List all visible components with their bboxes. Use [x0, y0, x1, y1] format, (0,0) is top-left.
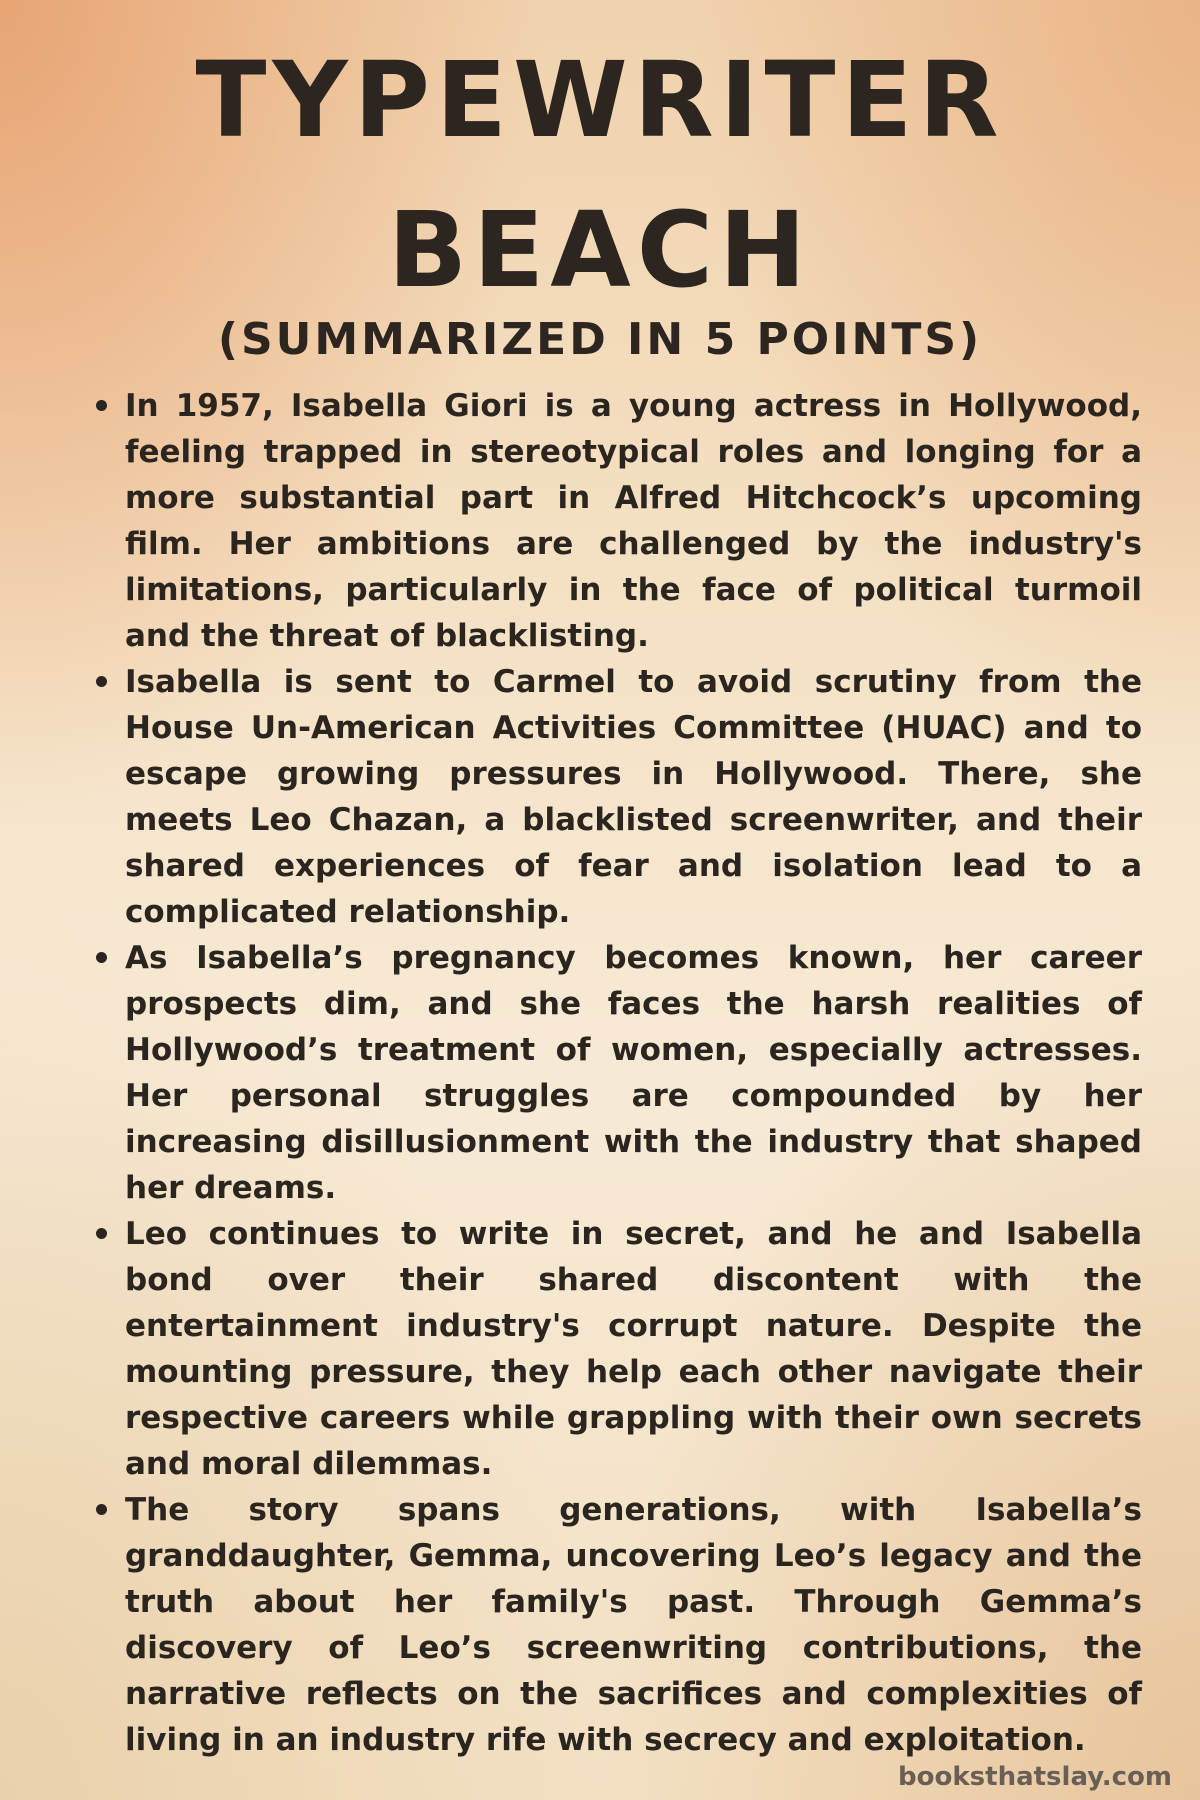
summary-point-text: In 1957, Isabella Giori is a young actress in Hollywood, feeling trapped in stereotypical roles and longing for a more substantial part in Alfred Hitchcock’s upcoming film. Her ambitions are challenged by the industry's limitations, particularly in the face of political turmoil and the threat of blacklisting. [125, 388, 1142, 654]
website-watermark: booksthatslay.com [898, 1762, 1172, 1792]
bullet-icon [96, 1504, 107, 1515]
summary-point-1 [90, 383, 1142, 659]
bullet-icon [96, 952, 107, 963]
summary-point-2 [90, 659, 1142, 935]
summary-point-text: Leo continues to write in secret, and he and Isabella bond over their shared discontent with the entertainment industry's corrupt nature. Despite the mounting pressure, they help each other navigate their respective careers while grappling with their own secrets and moral dilemmas. [125, 1216, 1142, 1482]
bullet-icon [96, 400, 107, 411]
subtitle: (SUMMARIZED IN 5 POINTS) [217, 314, 983, 365]
title-line-1: TYPEWRITER [195, 39, 1005, 161]
summary-point-text: As Isabella’s pregnancy becomes known, her career prospects dim, and she faces the harsh realities of Hollywood’s treatment of women, especially actresses. Her personal struggles are compounded by her increasing disillusionment with the industry that shaped her dreams. [125, 940, 1142, 1206]
summary-point-text: The story spans generations, with Isabella’s granddaughter, Gemma, uncovering Leo’s legacy and the truth about her family's past. Through Gemma’s discovery of Leo’s screenwriting contributions, the narrative reflects on the sacrifices and complexities of living in an industry rife with secrecy and exploitation. [125, 1492, 1142, 1758]
bullet-icon [96, 676, 107, 687]
summary-point-3 [90, 935, 1142, 1211]
bullet-icon [96, 1228, 107, 1239]
summary-points-list [90, 383, 1142, 1763]
summary-point-4 [90, 1211, 1142, 1487]
summary-point-text: Isabella is sent to Carmel to avoid scrutiny from the House Un-American Activities Committee (HUAC) and to escape growing pressures in Hollywood. There, she meets Leo Chazan, a blacklisted screenwriter, and their shared experiences of fear and isolation lead to a complicated relationship. [125, 664, 1142, 930]
title-line-2: BEACH [387, 189, 813, 311]
summary-point-5 [90, 1487, 1142, 1763]
